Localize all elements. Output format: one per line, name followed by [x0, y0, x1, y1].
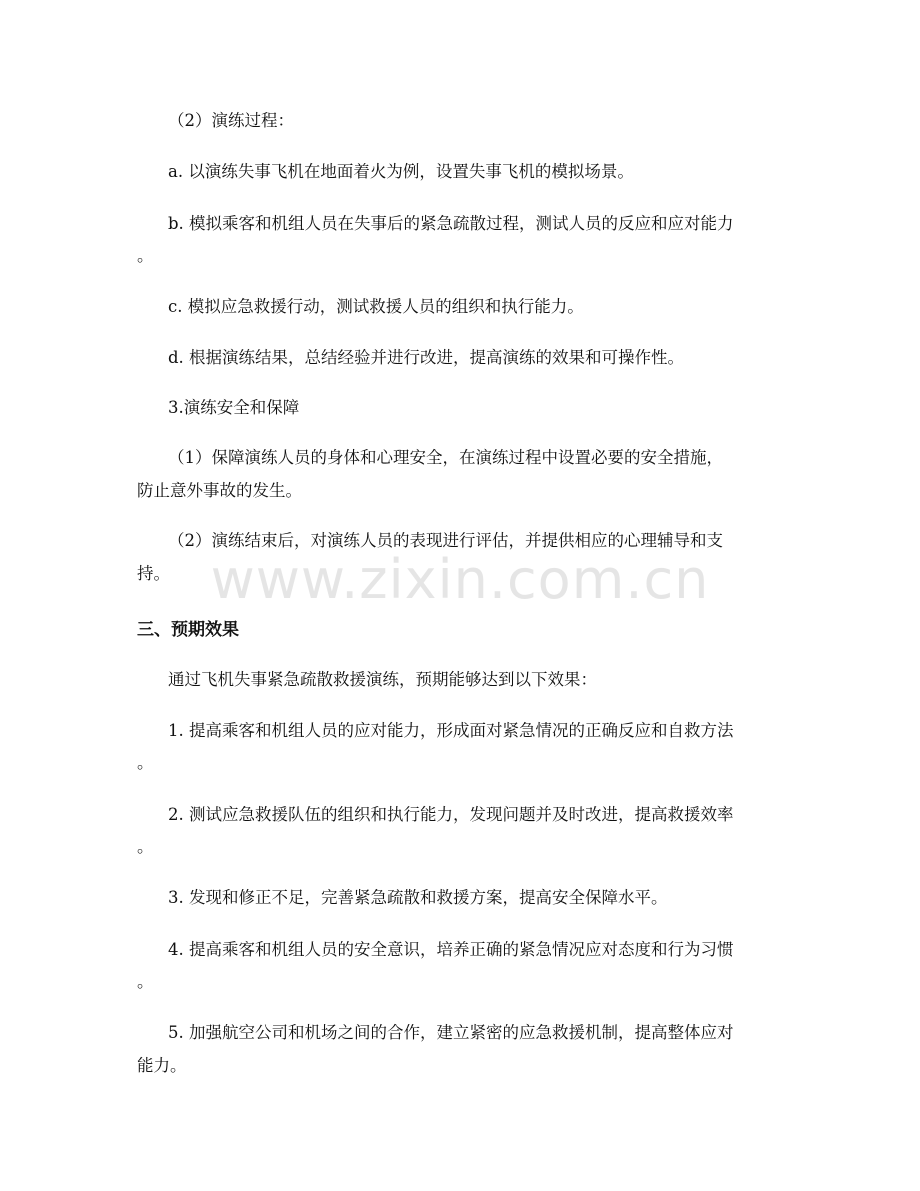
paragraph-effect-2-line2: 。: [137, 837, 154, 856]
paragraph-drill-process-heading: （2）演练过程：: [168, 111, 294, 130]
section-heading-expected-effects: 三、预期效果: [137, 620, 239, 640]
paragraph-item-b-line2: 。: [137, 246, 154, 265]
paragraph-effect-1-line1: 1. 提高乘客和机组人员的应对能力，形成面对紧急情况的正确反应和自救方法: [168, 721, 734, 740]
paragraph-effect-1-line2: 。: [137, 753, 154, 772]
paragraph-safety-2-line2: 持。: [137, 564, 170, 583]
paragraph-effect-4-line2: 。: [137, 972, 154, 991]
paragraph-effect-2-line1: 2. 测试应急救援队伍的组织和执行能力，发现问题并及时改进，提高救援效率: [168, 805, 734, 824]
paragraph-item-a: a. 以演练失事飞机在地面着火为例，设置失事飞机的模拟场景。: [168, 162, 634, 181]
paragraph-item-c: c. 模拟应急救援行动，测试救援人员的组织和执行能力。: [168, 297, 584, 316]
section-heading-safety: 3.演练安全和保障: [168, 398, 300, 417]
paragraph-effect-3: 3. 发现和修正不足，完善紧急疏散和救援方案，提高安全保障水平。: [168, 888, 668, 907]
paragraph-effects-intro: 通过飞机失事紧急疏散救援演练，预期能够达到以下效果：: [168, 670, 597, 689]
paragraph-item-b-line1: b. 模拟乘客和机组人员在失事后的紧急疏散过程，测试人员的反应和应对能力: [168, 214, 734, 233]
paragraph-safety-1-line1: （1）保障演练人员的身体和心理安全，在演练过程中设置必要的安全措施，: [168, 448, 723, 467]
paragraph-safety-1-line2: 防止意外事故的发生。: [137, 481, 302, 500]
paragraph-effect-5-line2: 能力。: [137, 1056, 187, 1075]
paragraph-safety-2-line1: （2）演练结束后，对演练人员的表现进行评估，并提供相应的心理辅导和支: [168, 531, 723, 550]
site-watermark: www.zixin.com.cn: [210, 548, 710, 611]
paragraph-effect-5-line1: 5. 加强航空公司和机场之间的合作，建立紧密的应急救援机制，提高整体应对: [168, 1023, 734, 1042]
paragraph-item-d: d. 根据演练结果，总结经验并进行改进，提高演练的效果和可操作性。: [168, 348, 685, 367]
paragraph-effect-4-line1: 4. 提高乘客和机组人员的安全意识，培养正确的紧急情况应对态度和行为习惯: [168, 940, 734, 959]
